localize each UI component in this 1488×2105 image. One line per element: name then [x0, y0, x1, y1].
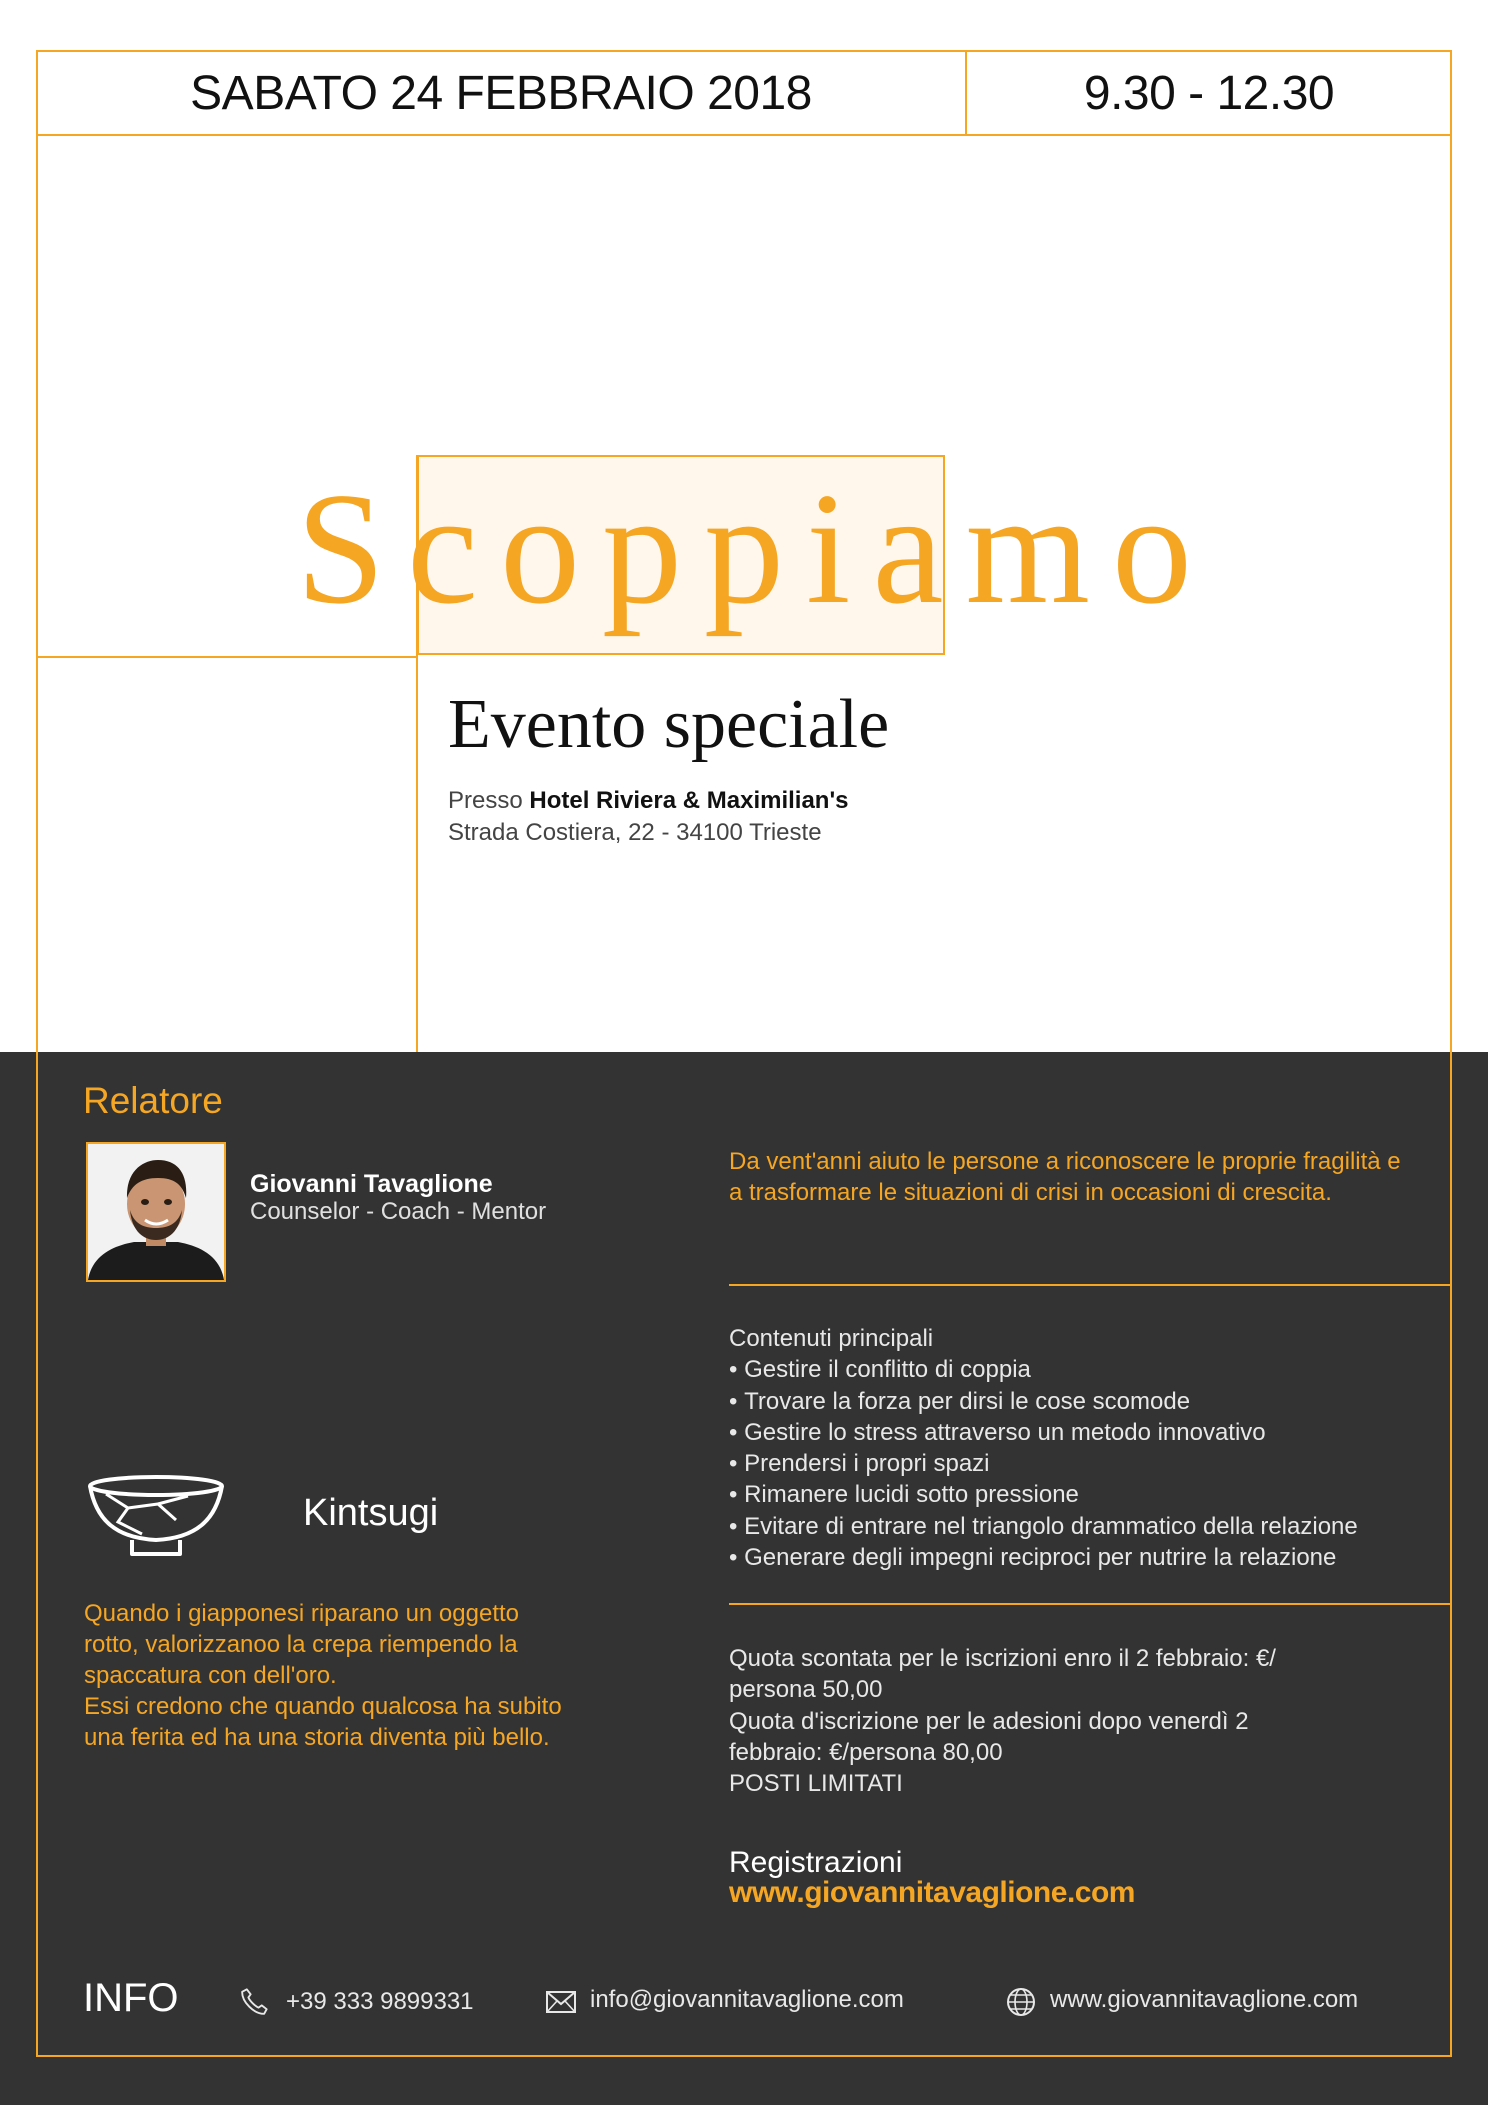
- globe-icon: [1005, 1986, 1037, 2018]
- pricing-line: Quota scontata per le iscrizioni enro il 2 febbraio: €/: [729, 1645, 1276, 1672]
- pricing-line: persona 50,00: [729, 1676, 883, 1704]
- speaker-role: Counselor - Coach - Mentor: [250, 1198, 547, 1225]
- list-item: • Trovare la forza per dirsi le cose scomode: [729, 1386, 1449, 1417]
- section-divider-2: [729, 1603, 1450, 1605]
- frame-left-line-lower: [36, 1052, 38, 2057]
- venue-address: Strada Costiera, 22 - 34100 Trieste: [448, 819, 822, 846]
- list-item: • Evitare di entrare nel triangolo drammatico della relazione: [729, 1511, 1449, 1542]
- phone-icon: [238, 1986, 270, 2018]
- list-item: • Generare degli impegni reciproci per nutrire la relazione: [729, 1542, 1449, 1573]
- event-date: SABATO 24 FEBBRAIO 2018: [190, 66, 812, 120]
- kintsugi-bowl-icon: [84, 1474, 228, 1562]
- venue-info: [448, 785, 849, 849]
- speaker-portrait: [88, 1144, 224, 1280]
- frame-right-line: [1450, 50, 1452, 2057]
- event-subtitle: Evento speciale: [448, 686, 890, 763]
- section-divider-1: [729, 1284, 1450, 1286]
- avatar: [86, 1142, 226, 1282]
- contents-list: [729, 1354, 1449, 1573]
- contents-section: [729, 1323, 1449, 1573]
- venue-name: Hotel Riviera & Maximilian's: [529, 787, 849, 814]
- speaker-heading: Relatore: [83, 1080, 223, 1121]
- registration-link[interactable]: www.giovannitavaglione.com: [729, 1876, 1135, 1909]
- speaker-intro: Da vent'anni aiuto le persone a riconoscere le proprie fragilità e a trasformare le situazioni di crisi in occasioni di crescita.: [729, 1148, 1401, 1206]
- grid-horizontal-line: [36, 656, 418, 658]
- mail-icon: [545, 1988, 577, 2016]
- speaker-name: Giovanni Tavaglione: [250, 1170, 493, 1198]
- kintsugi-title: Kintsugi: [303, 1492, 439, 1534]
- contents-heading: Contenuti principali: [729, 1325, 934, 1352]
- list-item: • Gestire il conflitto di coppia: [729, 1354, 1449, 1385]
- venue-prefix: Presso: [448, 787, 523, 814]
- event-title: Scoppiamo: [296, 459, 1214, 637]
- list-item: • Gestire lo stress attraverso un metodo innovativo: [729, 1417, 1449, 1448]
- phone-number[interactable]: +39 333 9899331: [286, 1988, 474, 2015]
- frame-bottom-line: [36, 2055, 1452, 2057]
- email-address[interactable]: info@giovannitavaglione.com: [590, 1986, 904, 2013]
- pricing-line: Quota d'iscrizione per le adesioni dopo venerdì 2: [729, 1707, 1249, 1735]
- pricing-line: POSTI LIMITATI: [729, 1770, 903, 1798]
- info-label: INFO: [83, 1976, 179, 2020]
- registration-label: Registrazioni: [729, 1846, 903, 1879]
- pricing-line: febbraio: €/persona 80,00: [729, 1738, 1003, 1766]
- pricing-section: [729, 1643, 1349, 1799]
- website-link[interactable]: www.giovannitavaglione.com: [1050, 1986, 1359, 2013]
- event-time: 9.30 - 12.30: [1083, 66, 1335, 120]
- list-item: • Rimanere lucidi sotto pressione: [729, 1479, 1449, 1510]
- kintsugi-text: Quando i giapponesi riparano un oggetto rotto, valorizzanoo la crepa riempendo la spaccatura con dell'oro. Essi credono che quando qualcosa ha subito una ferita ed ha una storia diventa più bello.: [84, 1600, 562, 1751]
- venue-line: [448, 785, 849, 817]
- list-item: • Prendersi i propri spazi: [729, 1448, 1449, 1479]
